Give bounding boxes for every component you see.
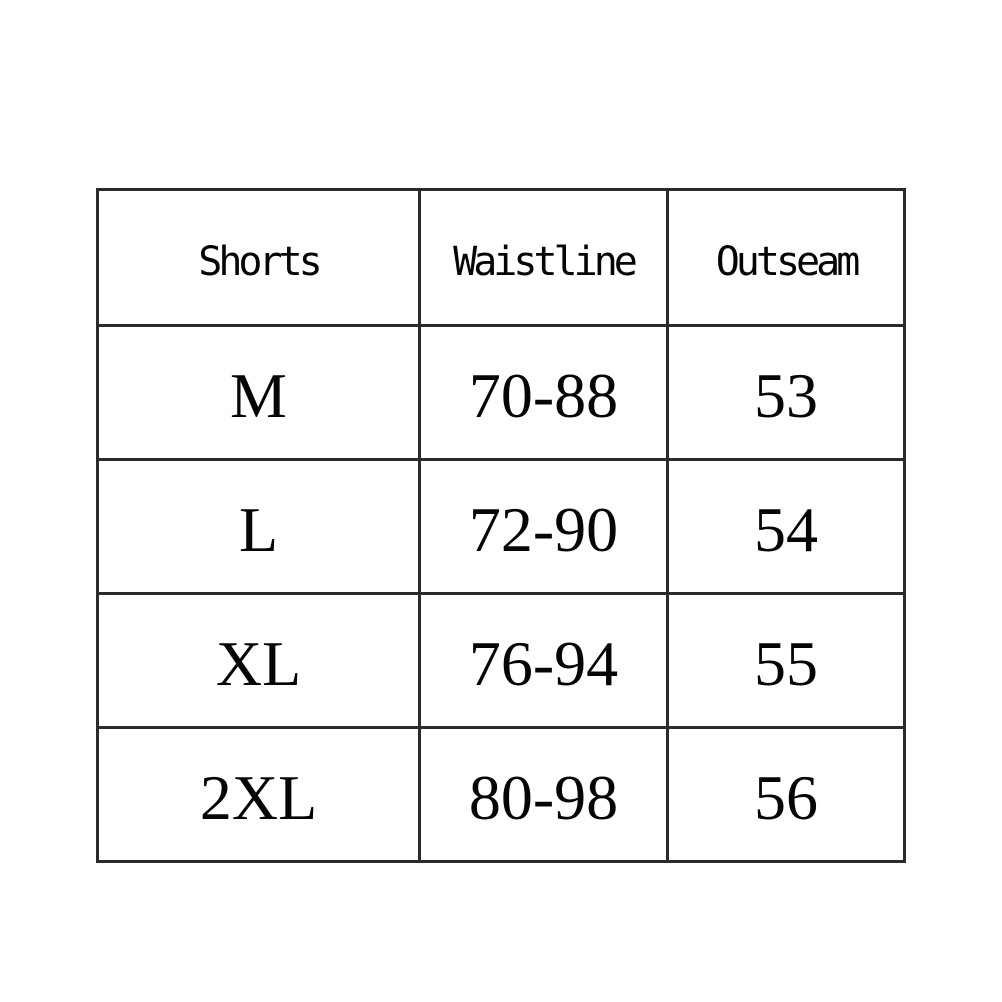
outseam-cell: 56 — [668, 728, 905, 862]
table-header-row — [98, 190, 905, 326]
table-row — [98, 460, 905, 594]
waistline-cell: 72-90 — [420, 460, 668, 594]
outseam-cell: 53 — [668, 326, 905, 460]
table-row — [98, 326, 905, 460]
size-cell: L — [98, 460, 420, 594]
column-header-outseam: Outseam — [668, 190, 905, 326]
size-cell: 2XL — [98, 728, 420, 862]
size-cell: XL — [98, 594, 420, 728]
outseam-cell: 55 — [668, 594, 905, 728]
waistline-cell: 70-88 — [420, 326, 668, 460]
waistline-cell: 76-94 — [420, 594, 668, 728]
column-header-waistline: Waistline — [420, 190, 668, 326]
size-chart-table — [96, 188, 906, 863]
table-row — [98, 594, 905, 728]
waistline-cell: 80-98 — [420, 728, 668, 862]
outseam-cell: 54 — [668, 460, 905, 594]
table-row — [98, 728, 905, 862]
column-header-shorts: Shorts — [98, 190, 420, 326]
size-cell: M — [98, 326, 420, 460]
